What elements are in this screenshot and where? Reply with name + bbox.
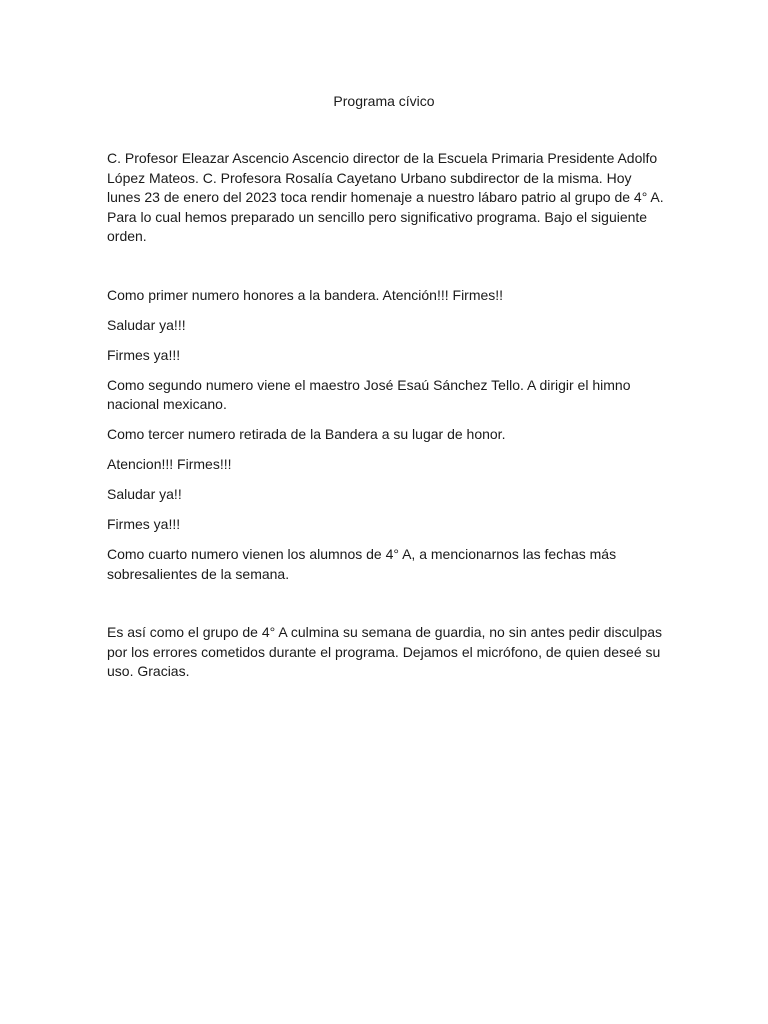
paragraph-salute: Saludar ya!!! bbox=[107, 316, 186, 333]
paragraph-third-number: Como tercer numero retirada de la Bandera a su lugar de honor. bbox=[107, 426, 506, 442]
paragraph-attention-2: Atencion!!! Firmes!!! bbox=[107, 456, 232, 472]
paragraph-attention: Firmes ya!!! bbox=[107, 346, 181, 363]
paragraph-attention-3: Firmes ya!!! bbox=[107, 516, 181, 532]
paragraph-salute-2: Saludar ya!! bbox=[107, 486, 182, 502]
paragraph-first-number: Como primer numero honores a la bandera. Atención!!! Firmes!! bbox=[107, 286, 504, 303]
paragraph-intro: C. Profesor Eleazar Ascencio Ascencio director de la Escuela Primaria Presidente Adolfo López Mateos. C. Profesora Rosalía Cayetano Urbano subdirector de la misma. Hoy lunes 23 de enero del 2023 toca rendir homenaje a nuestro lábaro patrio al grupo de 4° A. Para lo cual hemos preparado un sencillo pero significativo programa. Bajo el siguiente orden. bbox=[107, 150, 664, 244]
paragraph-fourth-number: Como cuarto numero vienen los alumnos de 4° A, a mencionarnos las fechas más sobresalientes de la semana. bbox=[107, 546, 617, 582]
paragraph-closing: Es así como el grupo de 4° A culmina su semana de guardia, no sin antes pedir disculpas por los errores cometidos durante el programa. Dejamos el micrófono, de quien deseé su uso. Gracias. bbox=[107, 624, 663, 679]
document-body bbox=[107, 149, 667, 682]
document-title: Programa cívico bbox=[333, 93, 435, 109]
paragraph-second-number: Como segundo numero viene el maestro José Esaú Sánchez Tello. A dirigir el himno nacional mexicano. bbox=[107, 376, 631, 412]
